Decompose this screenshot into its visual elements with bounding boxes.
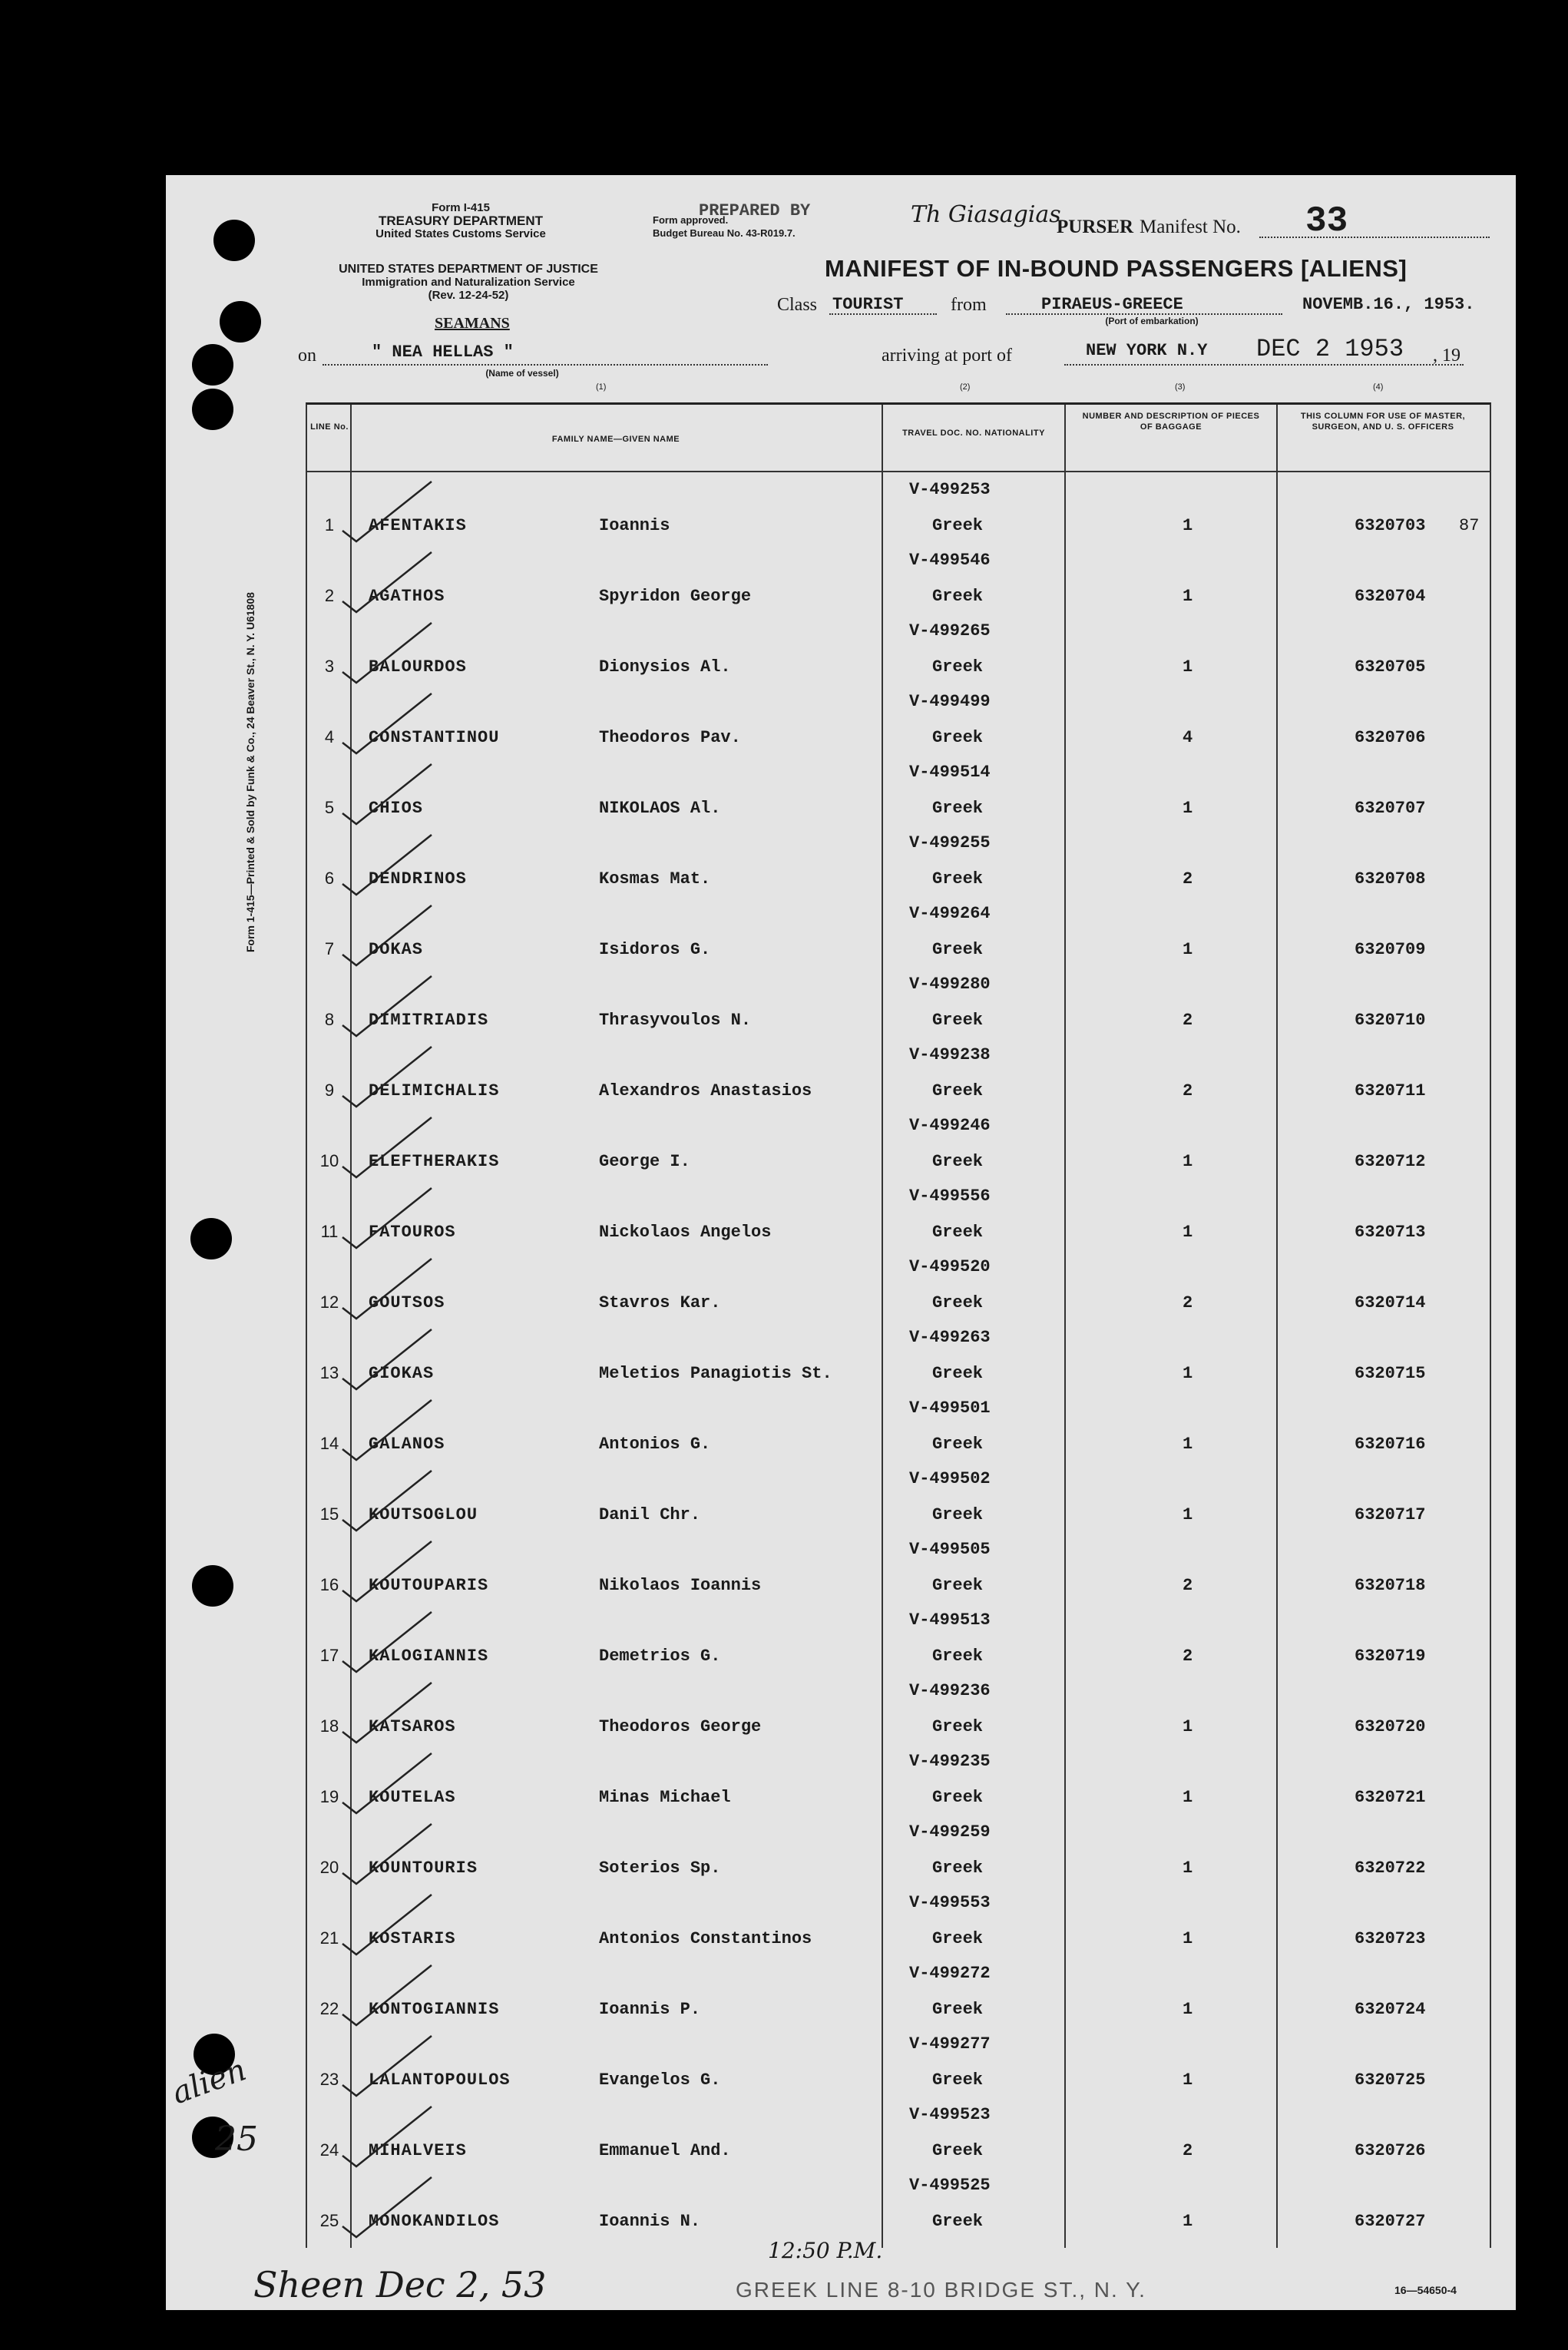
nationality: Greek bbox=[932, 1011, 984, 1030]
check-mark-icon bbox=[339, 1042, 439, 1111]
check-mark-icon bbox=[339, 1325, 439, 1394]
line-number: 11 bbox=[320, 1222, 339, 1241]
family-name: GALANOS bbox=[369, 1435, 445, 1454]
officer-number: 6320711 bbox=[1355, 1081, 1426, 1101]
travel-doc-number: V-499263 bbox=[909, 1328, 991, 1347]
travel-doc-number: V-499272 bbox=[909, 1964, 991, 1983]
family-name: BALOURDOS bbox=[369, 657, 467, 677]
table-row bbox=[307, 1108, 1490, 1179]
purser-label: PURSER bbox=[1057, 217, 1134, 237]
inspection-time: 12:50 P.M. bbox=[768, 2238, 883, 2263]
alien-note: alien bbox=[167, 2052, 251, 2112]
nationality: Greek bbox=[932, 1081, 984, 1101]
check-mark-icon bbox=[339, 1183, 439, 1253]
officer-note: 87 bbox=[1459, 516, 1480, 535]
table-row bbox=[307, 1603, 1490, 1673]
family-name: MIHALVEIS bbox=[369, 2141, 467, 2160]
table-row bbox=[307, 684, 1490, 755]
baggage-count: 1 bbox=[1183, 587, 1193, 606]
from-label: from bbox=[951, 295, 987, 315]
officer-number: 6320722 bbox=[1355, 1858, 1426, 1878]
baggage-count: 1 bbox=[1183, 657, 1193, 677]
check-mark-icon bbox=[339, 1254, 439, 1323]
baggage-count: 2 bbox=[1183, 1011, 1193, 1030]
col-num-3: (3) bbox=[1175, 382, 1186, 392]
col-line-no: LINE No. bbox=[310, 422, 349, 432]
justice-block bbox=[292, 263, 645, 302]
officer-number: 6320727 bbox=[1355, 2212, 1426, 2231]
col-num-1: (1) bbox=[596, 382, 607, 392]
officer-number: 6320713 bbox=[1355, 1223, 1426, 1242]
manifest-title: MANIFEST OF IN-BOUND PASSENGERS [ALIENS] bbox=[825, 255, 1408, 282]
table-row bbox=[307, 1320, 1490, 1391]
check-mark-icon bbox=[339, 971, 439, 1041]
line-number: 4 bbox=[324, 727, 335, 746]
class-value: TOURIST bbox=[832, 295, 904, 314]
travel-doc-number: V-499265 bbox=[909, 621, 991, 640]
family-name: KOUTELAS bbox=[369, 1788, 456, 1807]
family-name: MONOKANDILOS bbox=[369, 2212, 500, 2231]
baggage-count: 1 bbox=[1183, 2000, 1193, 2019]
punch-hole bbox=[220, 301, 261, 343]
travel-doc-number: V-499277 bbox=[909, 2034, 991, 2054]
officer-number: 6320703 bbox=[1355, 516, 1426, 535]
travel-doc-number: V-499513 bbox=[909, 1610, 991, 1630]
baggage-count: 1 bbox=[1183, 940, 1193, 959]
travel-doc-number: V-499499 bbox=[909, 692, 991, 711]
line-number: 15 bbox=[319, 1504, 339, 1524]
officer-number: 6320720 bbox=[1355, 1717, 1426, 1736]
check-mark-icon bbox=[339, 1537, 439, 1606]
officer-number: 6320714 bbox=[1355, 1293, 1426, 1312]
family-name: KOSTARIS bbox=[369, 1929, 456, 1948]
line-number: 17 bbox=[319, 1646, 339, 1665]
baggage-count: 1 bbox=[1183, 799, 1193, 818]
check-mark-icon bbox=[339, 2173, 439, 2242]
nationality: Greek bbox=[932, 1435, 984, 1454]
baggage-count: 1 bbox=[1183, 1717, 1193, 1736]
table-row bbox=[307, 1815, 1490, 1885]
given-name: Theodoros Pav. bbox=[599, 728, 741, 747]
travel-doc-number: V-499553 bbox=[909, 1893, 991, 1912]
line-number: 1 bbox=[324, 515, 335, 535]
nationality: Greek bbox=[932, 657, 984, 677]
travel-doc-number: V-499264 bbox=[909, 904, 991, 923]
family-name: DENDRINOS bbox=[369, 869, 467, 889]
arriving-label: arriving at port of bbox=[882, 346, 1012, 366]
family-name: FATOUROS bbox=[369, 1223, 456, 1242]
given-name: Soterios Sp. bbox=[599, 1858, 721, 1878]
family-name: AGATHOS bbox=[369, 587, 445, 606]
officer-number: 6320721 bbox=[1355, 1788, 1426, 1807]
given-name: Evangelos G. bbox=[599, 2070, 721, 2090]
line-number: 6 bbox=[324, 869, 335, 888]
port-embarkation: PIRAEUS-GREECE bbox=[1041, 295, 1183, 314]
baggage-count: 1 bbox=[1183, 1152, 1193, 1171]
nationality: Greek bbox=[932, 1576, 984, 1595]
manifest-number: 33 bbox=[1305, 201, 1348, 241]
family-name: KOUTOUPARIS bbox=[369, 1576, 489, 1595]
family-name: CHIOS bbox=[369, 799, 424, 818]
manifest-no-label: Manifest No. bbox=[1140, 217, 1241, 237]
family-name: DOKAS bbox=[369, 940, 424, 959]
given-name: Thrasyvoulos N. bbox=[599, 1011, 752, 1030]
arrival-date-stamp: DEC 2 1953 bbox=[1256, 335, 1404, 363]
check-mark-icon bbox=[339, 1113, 439, 1182]
printer-margin-note: Form 1-415—Printed & Sold by Funk & Co., 24 Beaver St., N. Y. U61808 bbox=[244, 592, 256, 952]
check-mark-icon bbox=[339, 2031, 439, 2100]
check-mark-icon bbox=[339, 1678, 439, 1747]
officer-number: 6320709 bbox=[1355, 940, 1426, 959]
line-number: 23 bbox=[319, 2070, 339, 2089]
given-name: Emmanuel And. bbox=[599, 2141, 731, 2160]
col-num-4: (4) bbox=[1373, 382, 1384, 392]
given-name: Nikolaos Ioannis bbox=[599, 1576, 762, 1595]
officer-number: 6320718 bbox=[1355, 1576, 1426, 1595]
given-name: Antonios G. bbox=[599, 1435, 711, 1454]
travel-doc-number: V-499546 bbox=[909, 551, 991, 570]
check-mark-icon bbox=[339, 1395, 439, 1465]
seamans-label: SEAMANS bbox=[435, 315, 510, 332]
baggage-count: 1 bbox=[1183, 1858, 1193, 1878]
travel-doc-number: V-499255 bbox=[909, 833, 991, 852]
check-mark-icon bbox=[339, 1749, 439, 1818]
table-row bbox=[307, 1461, 1490, 1532]
check-mark-icon bbox=[339, 1607, 439, 1676]
port-embark-caption: (Port of embarkation) bbox=[1105, 316, 1199, 326]
line-number: 24 bbox=[319, 2140, 339, 2160]
baggage-count: 2 bbox=[1183, 1293, 1193, 1312]
baggage-count: 1 bbox=[1183, 2212, 1193, 2231]
given-name: Kosmas Mat. bbox=[599, 869, 711, 889]
check-mark-icon bbox=[339, 1961, 439, 2030]
baggage-count: 4 bbox=[1183, 728, 1193, 747]
check-mark-icon bbox=[339, 1819, 439, 1888]
line-number: 7 bbox=[324, 939, 335, 958]
family-name: KONTOGIANNIS bbox=[369, 2000, 500, 2019]
line-number: 22 bbox=[319, 1999, 339, 2018]
table-row bbox=[307, 1532, 1490, 1603]
nationality: Greek bbox=[932, 1505, 984, 1524]
family-name: KALOGIANNIS bbox=[369, 1647, 489, 1666]
family-name: KATSAROS bbox=[369, 1717, 456, 1736]
family-name: LALANTOPOULOS bbox=[369, 2070, 511, 2090]
given-name: Ioannis N. bbox=[599, 2212, 701, 2231]
table-row bbox=[307, 1038, 1490, 1108]
baggage-count: 2 bbox=[1183, 869, 1193, 889]
check-mark-icon bbox=[339, 618, 439, 687]
travel-doc-number: V-499505 bbox=[909, 1540, 991, 1559]
line-number: 19 bbox=[319, 1787, 339, 1806]
check-mark-icon bbox=[339, 477, 439, 546]
line-number: 14 bbox=[319, 1434, 339, 1453]
class-label: Class bbox=[777, 295, 818, 315]
given-name: Antonios Constantinos bbox=[599, 1929, 812, 1948]
travel-doc-number: V-499246 bbox=[909, 1116, 991, 1135]
vessel-name: " NEA HELLAS " bbox=[372, 343, 514, 362]
nationality: Greek bbox=[932, 2000, 984, 2019]
line-number: 13 bbox=[319, 1363, 339, 1382]
nationality: Greek bbox=[932, 728, 984, 747]
given-name: Nickolaos Angelos bbox=[599, 1223, 772, 1242]
family-name: KOUTSOGLOU bbox=[369, 1505, 478, 1524]
check-mark-icon bbox=[339, 689, 439, 758]
punch-hole bbox=[213, 220, 255, 261]
travel-doc-number: V-499280 bbox=[909, 975, 991, 994]
check-mark-icon bbox=[339, 760, 439, 829]
officer-number: 6320706 bbox=[1355, 728, 1426, 747]
line-number: 25 bbox=[319, 2211, 339, 2230]
travel-doc-number: V-499236 bbox=[909, 1681, 991, 1700]
line-number: 2 bbox=[324, 586, 335, 605]
table-row bbox=[307, 2027, 1490, 2097]
nationality: Greek bbox=[932, 2212, 984, 2231]
nationality: Greek bbox=[932, 2141, 984, 2160]
line-number: 20 bbox=[319, 1858, 339, 1877]
given-name: Stavros Kar. bbox=[599, 1293, 721, 1312]
arrival-port: NEW YORK N.Y bbox=[1086, 341, 1208, 360]
check-mark-icon bbox=[339, 2102, 439, 2171]
check-mark-icon bbox=[339, 901, 439, 970]
officer-number: 6320708 bbox=[1355, 869, 1426, 889]
table-row bbox=[307, 614, 1490, 684]
given-name: Alexandros Anastasios bbox=[599, 1081, 812, 1101]
manifest-no-line bbox=[1259, 237, 1490, 238]
purser-signature: Th Giasagias bbox=[911, 201, 1061, 228]
line-number: 10 bbox=[319, 1151, 339, 1170]
travel-doc-number: V-499235 bbox=[909, 1752, 991, 1771]
customs-service: United States Customs Service bbox=[375, 227, 546, 240]
ins-service: Immigration and Naturalization Service bbox=[362, 276, 575, 289]
travel-doc-number: V-499525 bbox=[909, 2176, 991, 2195]
baggage-count: 1 bbox=[1183, 1788, 1193, 1807]
line-number: 16 bbox=[319, 1575, 339, 1594]
col-name: FAMILY NAME—GIVEN NAME bbox=[551, 435, 680, 444]
table-row bbox=[307, 896, 1490, 967]
col-baggage: NUMBER AND DESCRIPTION OF PIECES OF BAGGAGE bbox=[1082, 412, 1260, 432]
alien-count: 25 bbox=[215, 2120, 258, 2159]
baggage-count: 2 bbox=[1183, 2141, 1193, 2160]
nationality: Greek bbox=[932, 1788, 984, 1807]
justice-dept: UNITED STATES DEPARTMENT OF JUSTICE bbox=[339, 263, 598, 276]
officer-number: 6320724 bbox=[1355, 2000, 1426, 2019]
table-row bbox=[307, 967, 1490, 1038]
nationality: Greek bbox=[932, 1647, 984, 1666]
punch-hole bbox=[192, 389, 233, 430]
officer-number: 6320717 bbox=[1355, 1505, 1426, 1524]
approval-line: Form approved. bbox=[653, 214, 729, 226]
table-row bbox=[307, 2097, 1490, 2168]
travel-doc-number: V-499238 bbox=[909, 1045, 991, 1064]
given-name: Demetrios G. bbox=[599, 1647, 721, 1666]
vessel-line bbox=[323, 364, 768, 366]
officer-number: 6320716 bbox=[1355, 1435, 1426, 1454]
given-name: Ioannis P. bbox=[599, 2000, 701, 2019]
baggage-count: 1 bbox=[1183, 2070, 1193, 2090]
nationality: Greek bbox=[932, 1152, 984, 1171]
given-name: NIKOLAOS Al. bbox=[599, 799, 721, 818]
officer-number: 6320715 bbox=[1355, 1364, 1426, 1383]
officer-number: 6320719 bbox=[1355, 1647, 1426, 1666]
baggage-count: 1 bbox=[1183, 1364, 1193, 1383]
given-name: Meletios Panagiotis St. bbox=[599, 1364, 832, 1383]
prepared-by: PREPARED BY bbox=[699, 201, 811, 220]
baggage-count: 1 bbox=[1183, 1929, 1193, 1948]
form-code: 16—54650-4 bbox=[1394, 2284, 1457, 2296]
table-row bbox=[307, 472, 1490, 543]
travel-doc-number: V-499556 bbox=[909, 1187, 991, 1206]
family-name: AFENTAKIS bbox=[369, 516, 467, 535]
treasury-dept: TREASURY DEPARTMENT bbox=[378, 213, 544, 228]
punch-hole bbox=[192, 344, 233, 386]
officer-number: 6320712 bbox=[1355, 1152, 1426, 1171]
form-number: Form I-415 bbox=[432, 201, 490, 214]
given-name: Theodoros George bbox=[599, 1717, 762, 1736]
col-num-2: (2) bbox=[960, 382, 971, 392]
family-name: DIMITRIADIS bbox=[369, 1011, 489, 1030]
col-officers: THIS COLUMN FOR USE OF MASTER, SURGEON, AND U. S. OFFICERS bbox=[1300, 412, 1466, 432]
line-number: 8 bbox=[324, 1010, 335, 1029]
nationality: Greek bbox=[932, 1223, 984, 1242]
officer-number: 6320710 bbox=[1355, 1011, 1426, 1030]
family-name: DELIMICHALIS bbox=[369, 1081, 500, 1101]
given-name: George I. bbox=[599, 1152, 690, 1171]
check-mark-icon bbox=[339, 548, 439, 617]
travel-doc-number: V-499523 bbox=[909, 2105, 991, 2124]
travel-doc-number: V-499514 bbox=[909, 763, 991, 782]
table-row bbox=[307, 826, 1490, 896]
table-row bbox=[307, 755, 1490, 826]
nationality: Greek bbox=[932, 940, 984, 959]
table-row bbox=[307, 1391, 1490, 1461]
revision: (Rev. 12-24-52) bbox=[428, 289, 509, 302]
officer-number: 6320726 bbox=[1355, 2141, 1426, 2160]
officer-number: 6320704 bbox=[1355, 587, 1426, 606]
form-block bbox=[346, 201, 576, 240]
family-name: GOUTSOS bbox=[369, 1293, 445, 1312]
table-row bbox=[307, 1673, 1490, 1744]
on-label: on bbox=[298, 346, 316, 366]
line-number: 5 bbox=[324, 798, 335, 817]
nationality: Greek bbox=[932, 1858, 984, 1878]
family-name: ELEFTHERAKIS bbox=[369, 1152, 500, 1171]
printer-line: GREEK LINE 8-10 BRIDGE ST., N. Y. bbox=[736, 2278, 1146, 2302]
officer-number: 6320707 bbox=[1355, 799, 1426, 818]
baggage-count: 1 bbox=[1183, 1505, 1193, 1524]
nationality: Greek bbox=[932, 1364, 984, 1383]
nationality: Greek bbox=[932, 1293, 984, 1312]
given-name: Minas Michael bbox=[599, 1788, 731, 1807]
nationality: Greek bbox=[932, 799, 984, 818]
arrival-line bbox=[1064, 364, 1464, 366]
travel-doc-number: V-499253 bbox=[909, 480, 991, 499]
table-row bbox=[307, 2168, 1490, 2239]
officer-number: 6320723 bbox=[1355, 1929, 1426, 1948]
given-name: Danil Chr. bbox=[599, 1505, 701, 1524]
given-name: Dionysios Al. bbox=[599, 657, 731, 677]
table-row bbox=[307, 1885, 1490, 1956]
family-name: GIOKAS bbox=[369, 1364, 435, 1383]
col-doc: TRAVEL DOC. NO. NATIONALITY bbox=[902, 429, 1045, 438]
officer-number: 6320725 bbox=[1355, 2070, 1426, 2090]
nationality: Greek bbox=[932, 869, 984, 889]
table-row bbox=[307, 1249, 1490, 1320]
line-number: 12 bbox=[319, 1292, 339, 1312]
family-name: KOUNTOURIS bbox=[369, 1858, 478, 1878]
budget-line: Budget Bureau No. 43-R019.7. bbox=[653, 227, 796, 239]
line-number: 21 bbox=[319, 1928, 339, 1948]
given-name: Isidoros G. bbox=[599, 940, 711, 959]
table-row bbox=[307, 1956, 1490, 2027]
line-number: 18 bbox=[319, 1716, 339, 1736]
vessel-caption: (Name of vessel) bbox=[485, 368, 559, 379]
table-row bbox=[307, 1179, 1490, 1249]
nationality: Greek bbox=[932, 516, 984, 535]
baggage-count: 2 bbox=[1183, 1081, 1193, 1101]
departure-date: NOVEMB.16., 1953. bbox=[1302, 295, 1475, 314]
table-row bbox=[307, 1744, 1490, 1815]
check-mark-icon bbox=[339, 830, 439, 899]
baggage-count: 1 bbox=[1183, 516, 1193, 535]
travel-doc-number: V-499502 bbox=[909, 1469, 991, 1488]
family-name: CONSTANTINOU bbox=[369, 728, 500, 747]
year-suffix: , 19 bbox=[1433, 346, 1460, 366]
travel-doc-number: V-499501 bbox=[909, 1398, 991, 1418]
line-number: 3 bbox=[324, 657, 335, 676]
officer-number: 6320705 bbox=[1355, 657, 1426, 677]
passenger-table bbox=[306, 402, 1491, 2248]
table-row bbox=[307, 543, 1490, 614]
check-mark-icon bbox=[339, 1890, 439, 1959]
punch-hole bbox=[190, 1218, 232, 1259]
inspector-signature: Sheen Dec 2, 53 bbox=[253, 2264, 547, 2305]
travel-doc-number: V-499259 bbox=[909, 1822, 991, 1842]
class-line bbox=[829, 313, 937, 315]
nationality: Greek bbox=[932, 1929, 984, 1948]
baggage-count: 2 bbox=[1183, 1647, 1193, 1666]
given-name: Spyridon George bbox=[599, 587, 752, 606]
nationality: Greek bbox=[932, 587, 984, 606]
travel-doc-number: V-499520 bbox=[909, 1257, 991, 1276]
given-name: Ioannis bbox=[599, 516, 670, 535]
baggage-count: 2 bbox=[1183, 1576, 1193, 1595]
baggage-count: 1 bbox=[1183, 1435, 1193, 1454]
baggage-count: 1 bbox=[1183, 1223, 1193, 1242]
nationality: Greek bbox=[932, 2070, 984, 2090]
line-number: 9 bbox=[324, 1081, 335, 1100]
nationality: Greek bbox=[932, 1717, 984, 1736]
punch-hole bbox=[192, 1565, 233, 1607]
check-mark-icon bbox=[339, 1466, 439, 1535]
column-header-row bbox=[307, 405, 1490, 472]
